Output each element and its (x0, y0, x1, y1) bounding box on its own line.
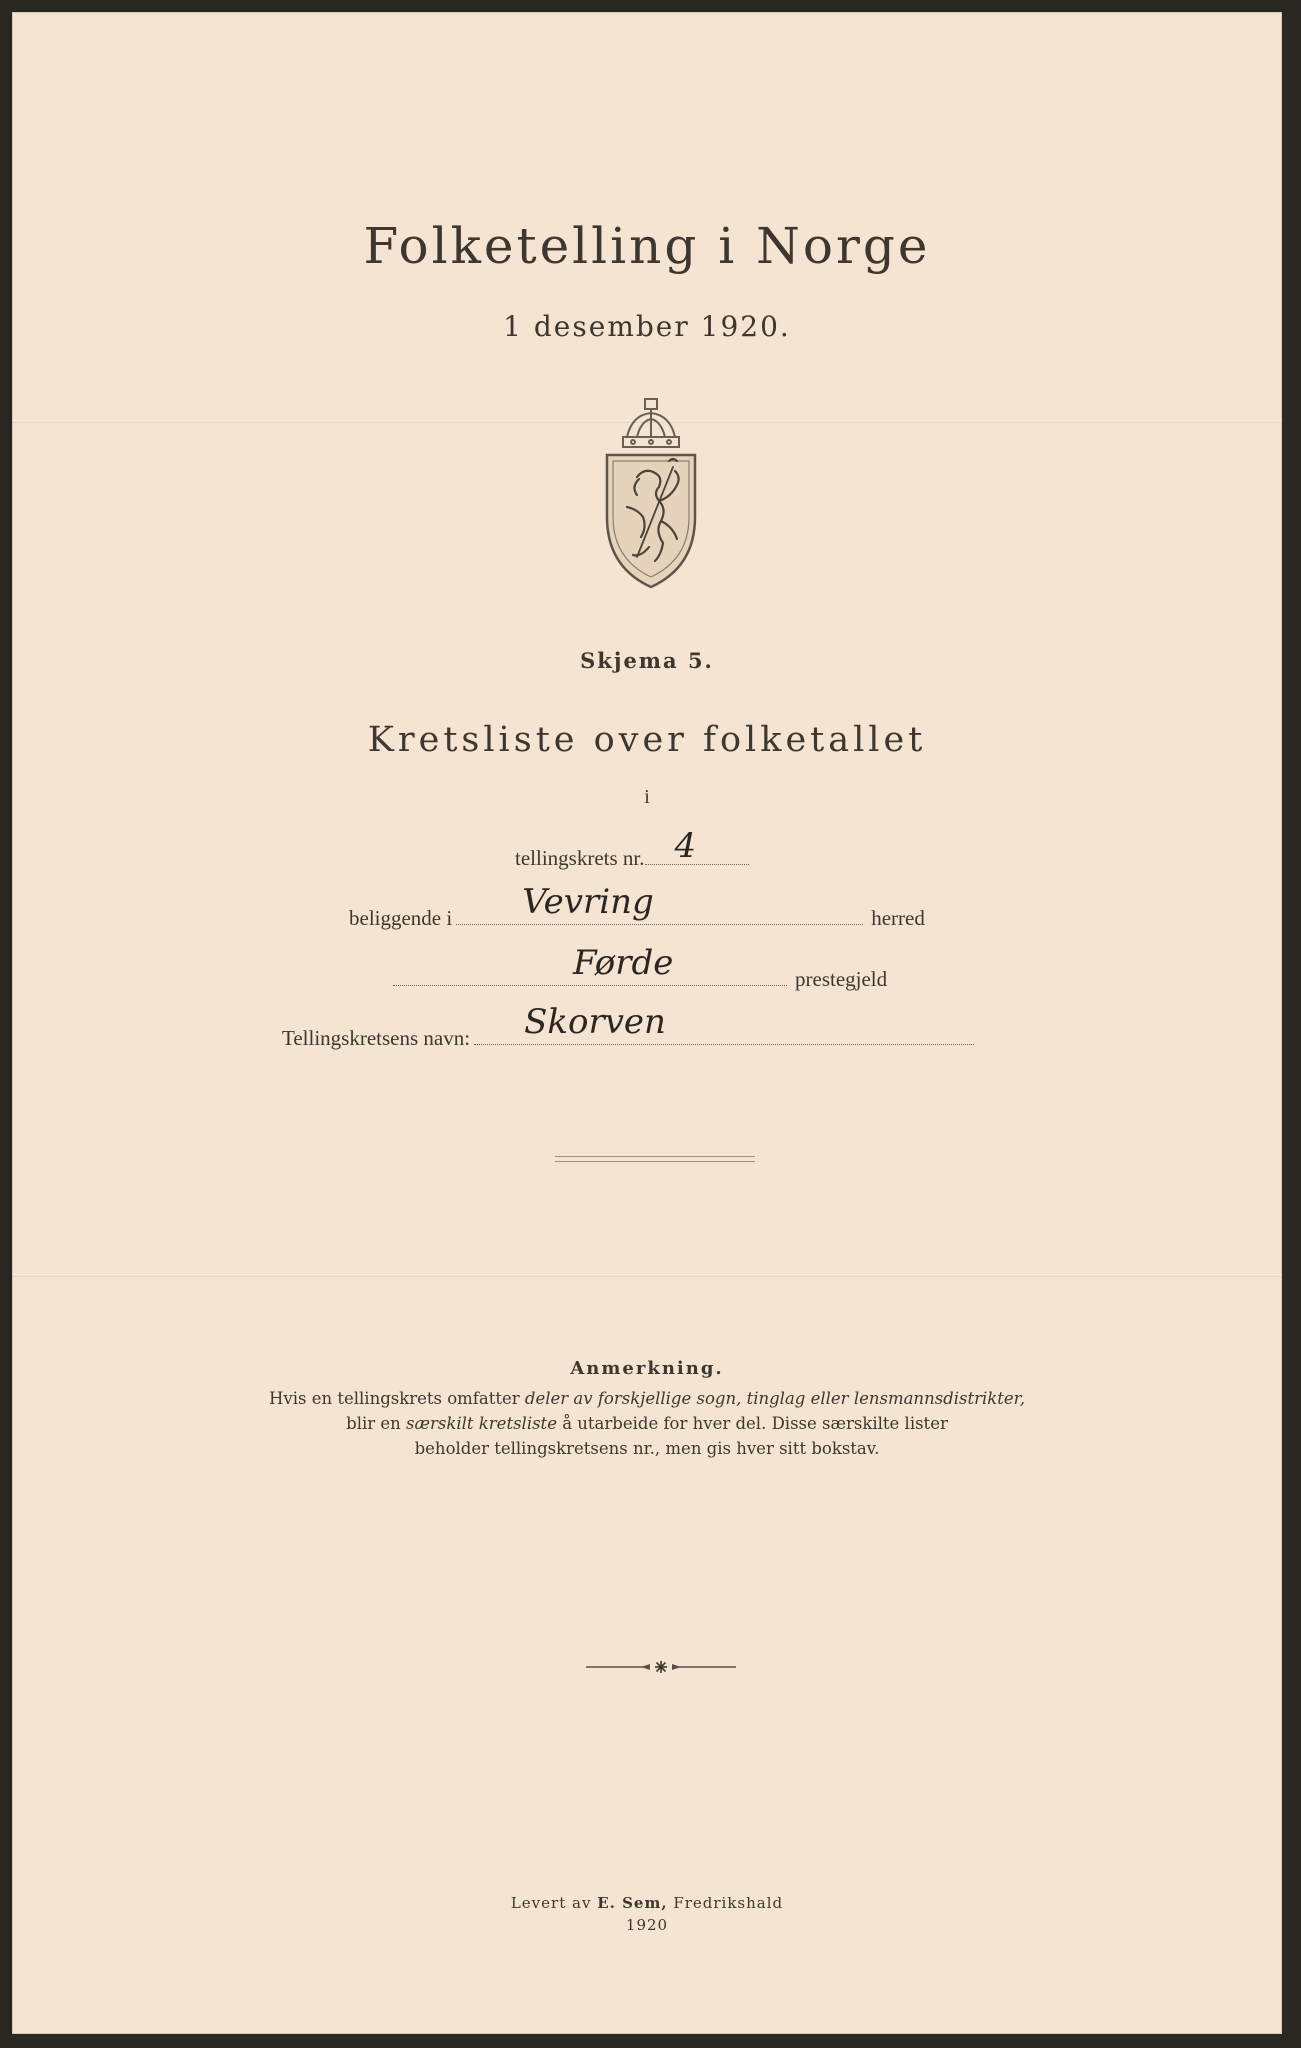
prestegjeld-value: Førde (573, 943, 674, 983)
schema-number: Skjema 5. (580, 648, 714, 673)
note-line-2-rest: å utarbeide for hver del. Disse særskilte lister (556, 1414, 948, 1433)
note-line-3: beholder tellingskretsens nr., men gis hver sitt bokstav. (414, 1439, 880, 1458)
note-line-1-italic: deler av forskjellige sogn, tinglag eller lensmannsdistrikter, (524, 1389, 1025, 1408)
prestegjeld-label: prestegjeld (795, 967, 888, 991)
navn-input[interactable] (474, 1002, 974, 1045)
imprint-year: 1920 (625, 1916, 669, 1934)
note-line-2-italic: særskilt kretsliste (406, 1414, 557, 1433)
prestegjeld-input[interactable] (393, 943, 787, 986)
ornament-divider-icon (586, 1660, 736, 1674)
imprint-printer: E. Sem, (597, 1894, 668, 1912)
printer-imprint (12, 1892, 1282, 1936)
document-title: Folketelling i Norge (363, 217, 931, 275)
imprint-line (12, 1892, 1282, 1914)
note-heading: Anmerkning. (570, 1358, 724, 1379)
imprint-prefix: Levert av (510, 1894, 598, 1912)
tellingskrets-value: 4 (674, 826, 697, 866)
section-divider (555, 1156, 755, 1162)
note-body (12, 1386, 1282, 1461)
note-line-1-text: Hvis en tellingskrets omfatter (269, 1389, 525, 1408)
tellingskrets-input[interactable] (645, 826, 749, 866)
preposition-text: i (644, 786, 650, 808)
field-beliggende (349, 882, 925, 931)
navn-label: Tellingskretsens navn: (282, 1026, 471, 1050)
document-date: 1 desember 1920. (503, 310, 791, 343)
note-line-1 (12, 1386, 1282, 1411)
coat-of-arms-icon (597, 397, 707, 597)
field-prestegjeld (393, 943, 888, 992)
paper-fold-line (12, 1274, 1282, 1277)
note-line-2-text: blir en (346, 1414, 407, 1433)
herred-label: herred (871, 906, 925, 930)
imprint-city: Fredrikshald (667, 1894, 784, 1912)
tellingskrets-label: tellingskrets nr. (515, 846, 645, 870)
navn-value: Skorven (524, 1002, 666, 1042)
beliggende-label: beliggende i (349, 906, 453, 930)
census-form-page (12, 12, 1282, 2034)
document-subtitle: Kretsliste over folketallet (367, 720, 927, 760)
note-line-2 (12, 1411, 1282, 1436)
field-navn (282, 1002, 974, 1051)
field-tellingskrets (515, 826, 749, 871)
beliggende-value: Vevring (522, 882, 654, 922)
beliggende-input[interactable] (456, 882, 863, 925)
